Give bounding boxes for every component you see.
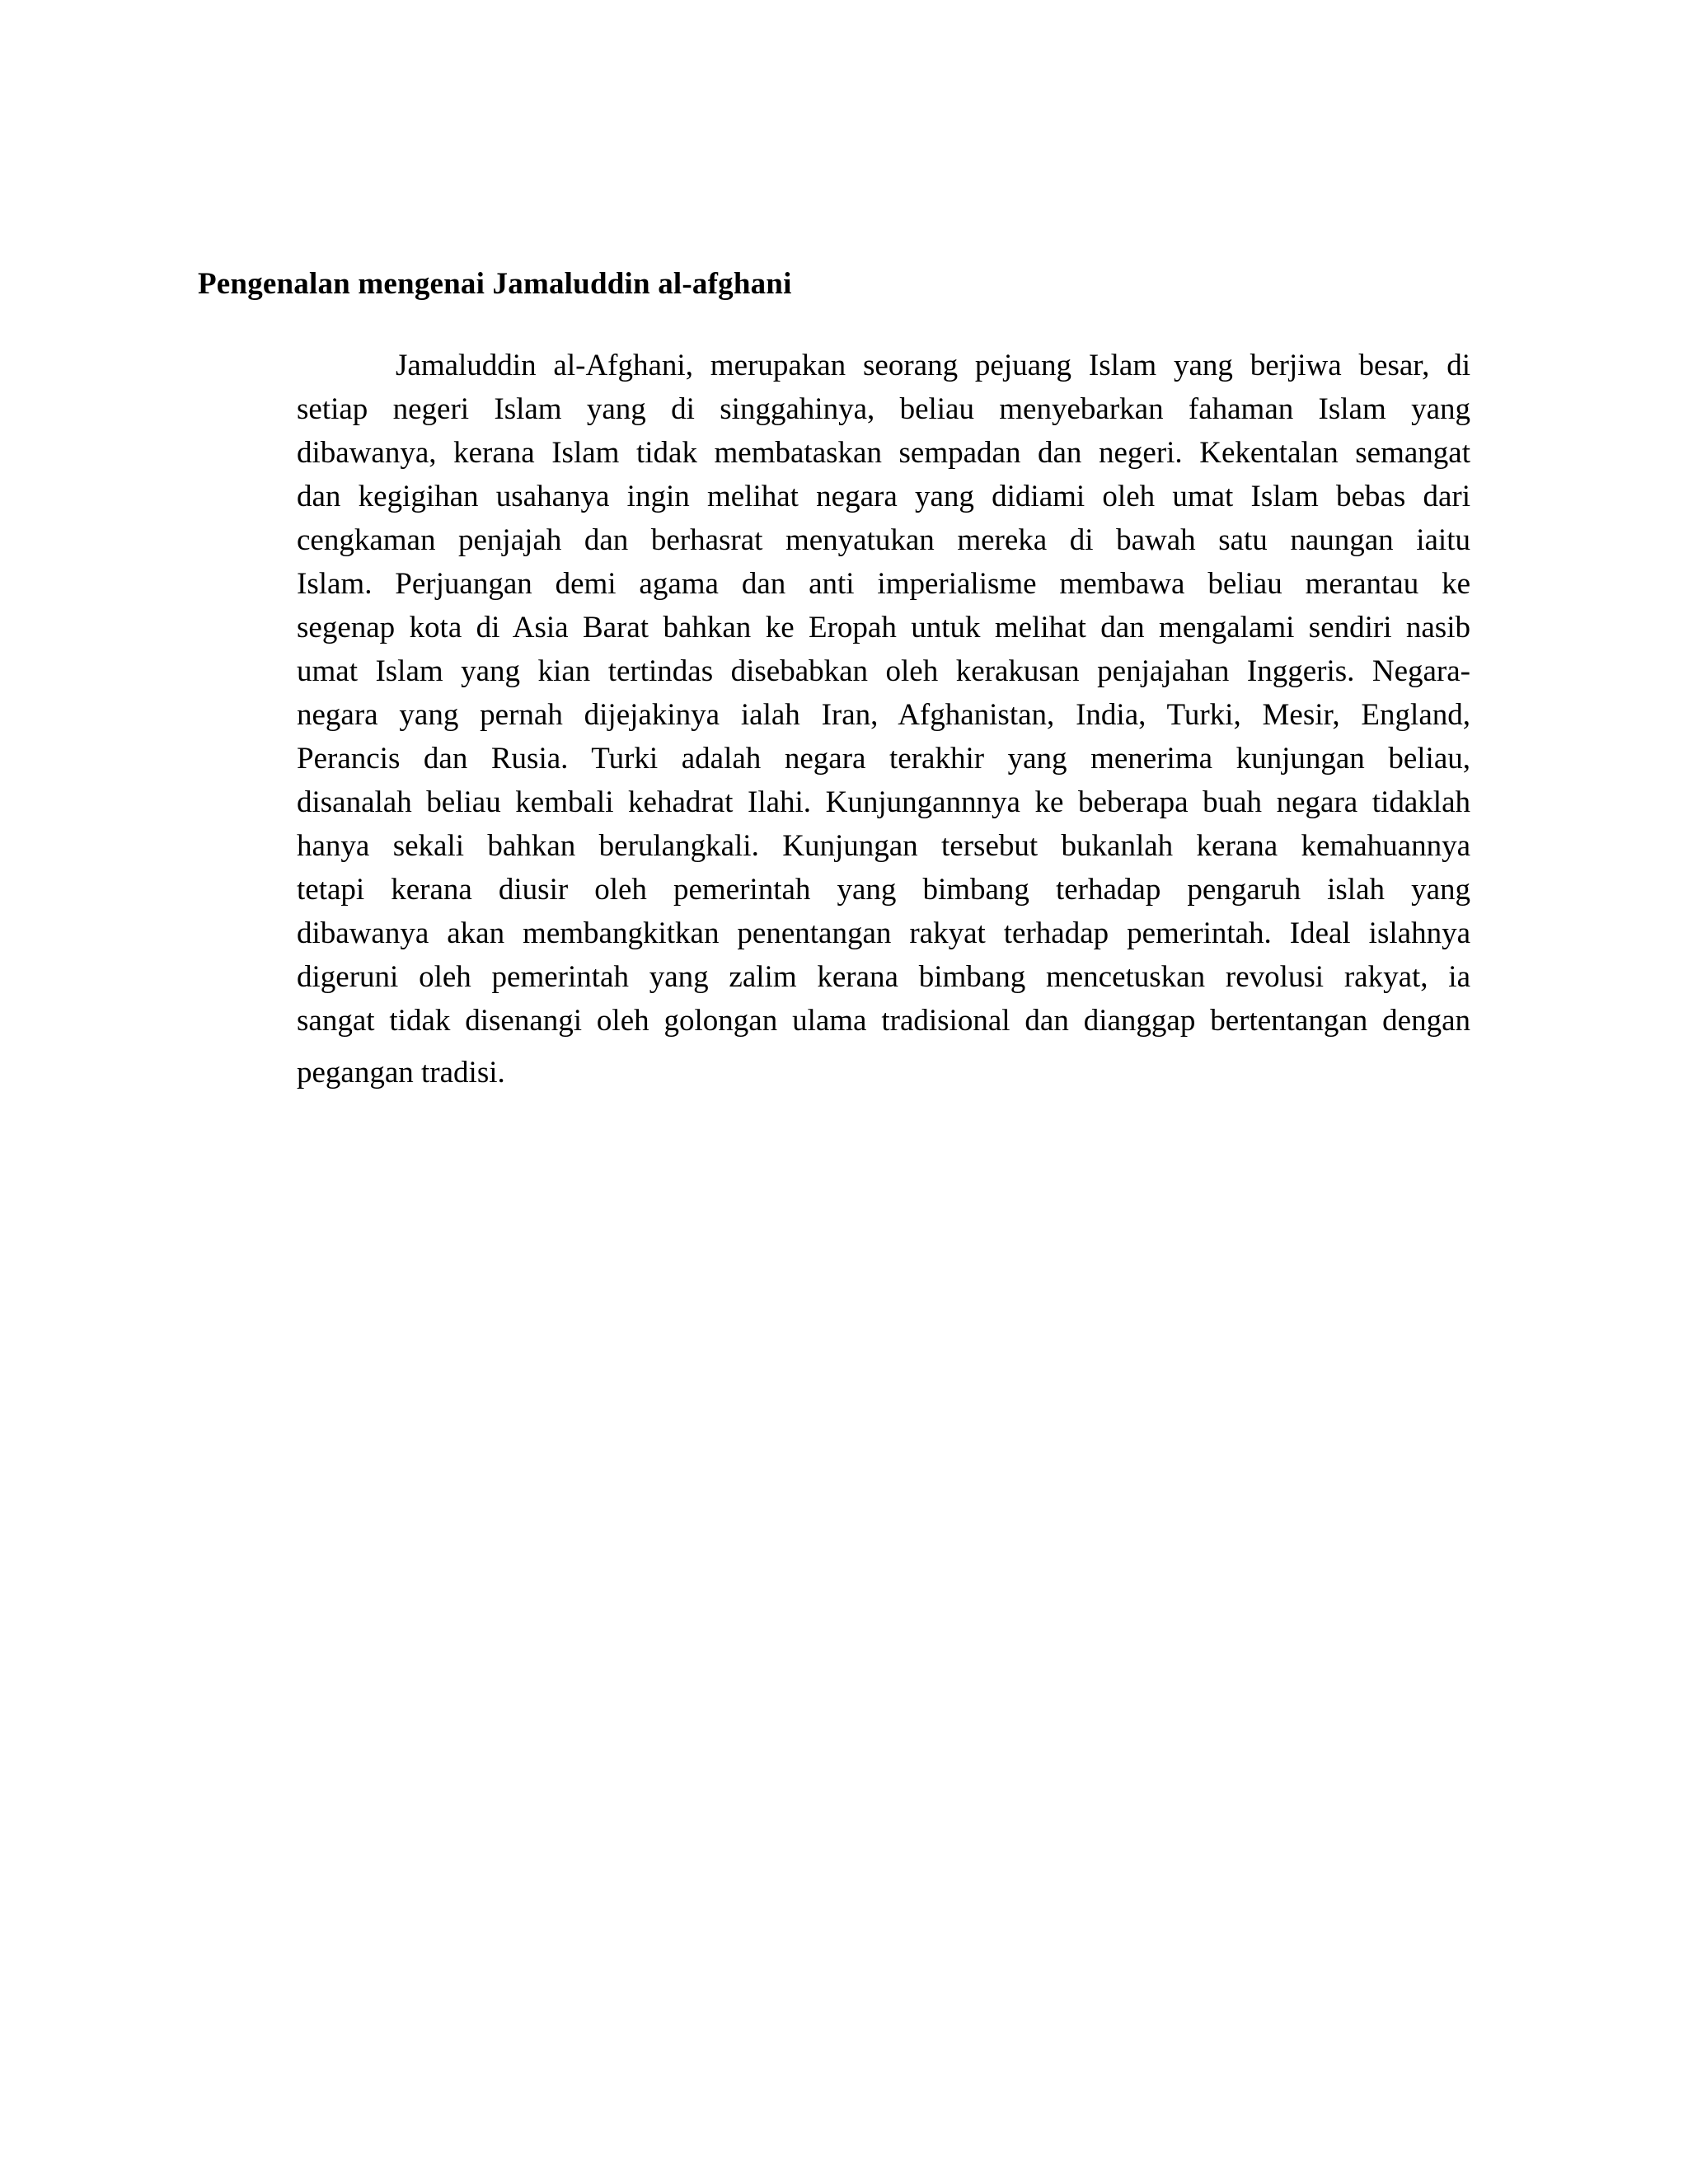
paragraph-line: negara yang pernah dijejakinya ialah Iran, Afghanistan, India, Turki, Mesir, England, [297, 698, 1470, 732]
paragraph-line: dan kegigihan usahanya ingin melihat negara yang didiami oleh umat Islam bebas dari [297, 480, 1470, 513]
paragraph-line: dibawanya, kerana Islam tidak membataskan sempadan dan negeri. Kekentalan semangat [297, 436, 1470, 470]
paragraph-line: setiap negeri Islam yang di singgahinya, beliau menyebarkan fahaman Islam yang [297, 392, 1470, 426]
paragraph-line: Islam. Perjuangan demi agama dan anti imperialisme membawa beliau merantau ke [297, 567, 1470, 601]
paragraph-line: digeruni oleh pemerintah yang zalim kerana bimbang mencetuskan revolusi rakyat, ia [297, 960, 1470, 994]
paragraph-line: Perancis dan Rusia. Turki adalah negara terakhir yang menerima kunjungan beliau, [297, 742, 1470, 776]
paragraph-line: sangat tidak disenangi oleh golongan ulama tradisional dan dianggap bertentangan dengan [297, 1004, 1470, 1038]
paragraph-line: hanya sekali bahkan berulangkali. Kunjungan tersebut bukanlah kerana kemahuannya [297, 829, 1470, 863]
paragraph-line: segenap kota di Asia Barat bahkan ke Eropah untuk melihat dan mengalami sendiri nasib [297, 611, 1470, 644]
paragraph-line: disanalah beliau kembali kehadrat Ilahi. Kunjungannnya ke beberapa buah negara tidaklah [297, 785, 1470, 819]
paragraph-line: dibawanya akan membangkitkan penentangan rakyat terhadap pemerintah. Ideal islahnya [297, 916, 1470, 950]
paragraph-line: pegangan tradisi. [297, 1056, 505, 1090]
paragraph-line: cengkaman penjajah dan berhasrat menyatukan mereka di bawah satu naungan iaitu [297, 523, 1470, 557]
paragraph-line: Jamaluddin al-Afghani, merupakan seorang pejuang Islam yang berjiwa besar, di [396, 349, 1470, 382]
document-title: Pengenalan mengenai Jamaluddin al-afghani [198, 267, 792, 301]
paragraph-line: tetapi kerana diusir oleh pemerintah yang bimbang terhadap pengaruh islah yang [297, 873, 1470, 907]
paragraph-line: umat Islam yang kian tertindas disebabkan oleh kerakusan penjajahan Inggeris. Negara- [297, 654, 1470, 688]
